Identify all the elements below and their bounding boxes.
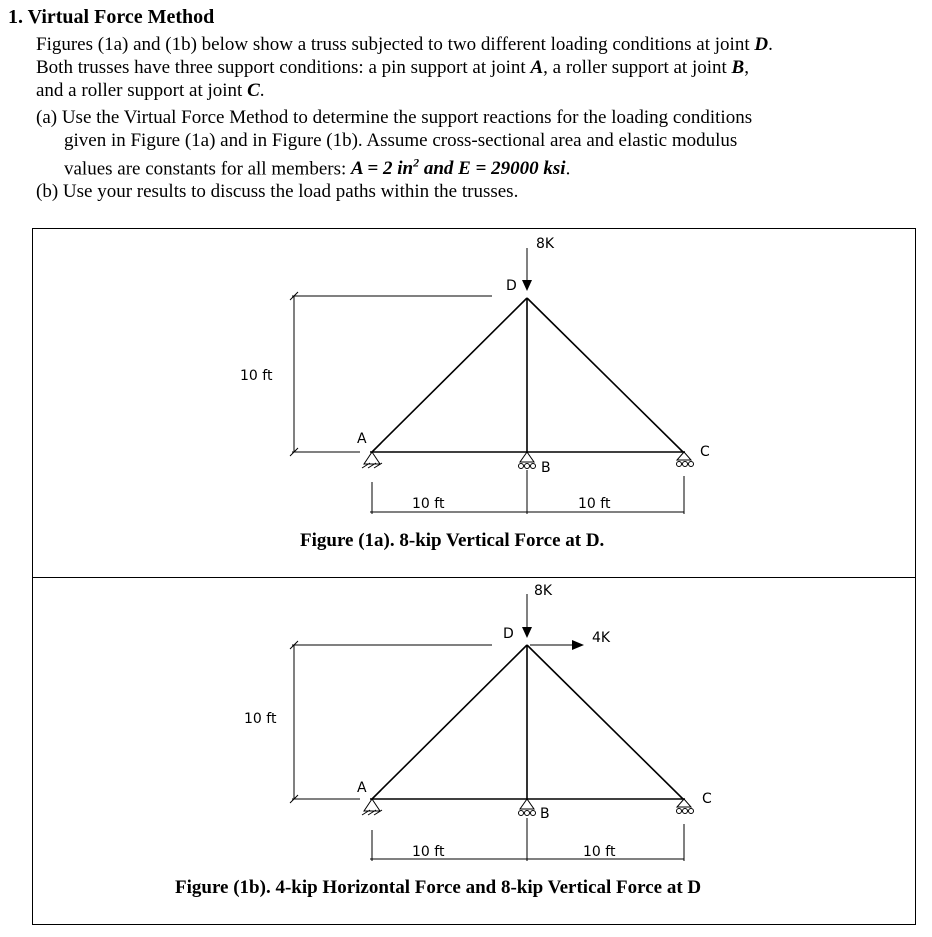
- member-DC: [527, 645, 683, 799]
- height-dim-label-1b: 10 ft: [244, 711, 277, 727]
- joint-a-label-1b: A: [357, 780, 367, 796]
- problem-heading: 1. Virtual Force Method: [8, 6, 215, 28]
- right-dim-label-1b: 10 ft: [583, 844, 616, 860]
- left-dim-label-1b: 10 ft: [412, 844, 445, 860]
- horizontal-load-arrow-head-1b: [572, 640, 584, 650]
- part-a: (a) Use the Virtual Force Method to determine the support reactions for the loading conditions given in Figure (1a) and in Figure (1b). Assume cross-sectional area and elastic modulus values are constants for all members: A = 2 $in^2$ and E = 29000 ksi.: [36, 107, 753, 180]
- load-arrow-head-1b: [522, 627, 532, 638]
- intro-paragraph: Figures (1a) and (1b) below show a truss subjected to two different loading conditions at joint D. Both trusses have three support conditions: a pin support at joint A, a roller support at joint B, and a roller support at joint C.: [36, 34, 773, 101]
- joint-d-label-1b: D: [503, 626, 514, 642]
- vertical-load-label-1a: 8K: [536, 236, 555, 252]
- joint-a-label-1a: A: [357, 431, 367, 447]
- right-dim-label-1a: 10 ft: [578, 496, 611, 512]
- figure-1a-caption: Figure (1a). 8-kip Vertical Force at D.: [300, 530, 605, 551]
- joint-c-label-1b: C: [702, 791, 712, 807]
- joint-b-label-1a: B: [541, 460, 551, 476]
- height-dim-label-1a: 10 ft: [240, 368, 273, 384]
- vertical-load-label-1b: 8K: [534, 583, 553, 599]
- joint-c-label-1a: C: [700, 444, 710, 460]
- left-dim-label-1a: 10 ft: [412, 496, 445, 512]
- joint-d-label-1a: D: [506, 278, 517, 294]
- member-AD: [372, 645, 527, 799]
- horizontal-load-label-1b: 4K: [592, 630, 611, 646]
- joint-b-label-1b: B: [540, 806, 550, 822]
- part-b: (b) Use your results to discuss the load paths within the trusses.: [36, 181, 519, 202]
- figure-1b-caption: Figure (1b). 4-kip Horizontal Force and 8-kip Vertical Force at D: [175, 877, 702, 898]
